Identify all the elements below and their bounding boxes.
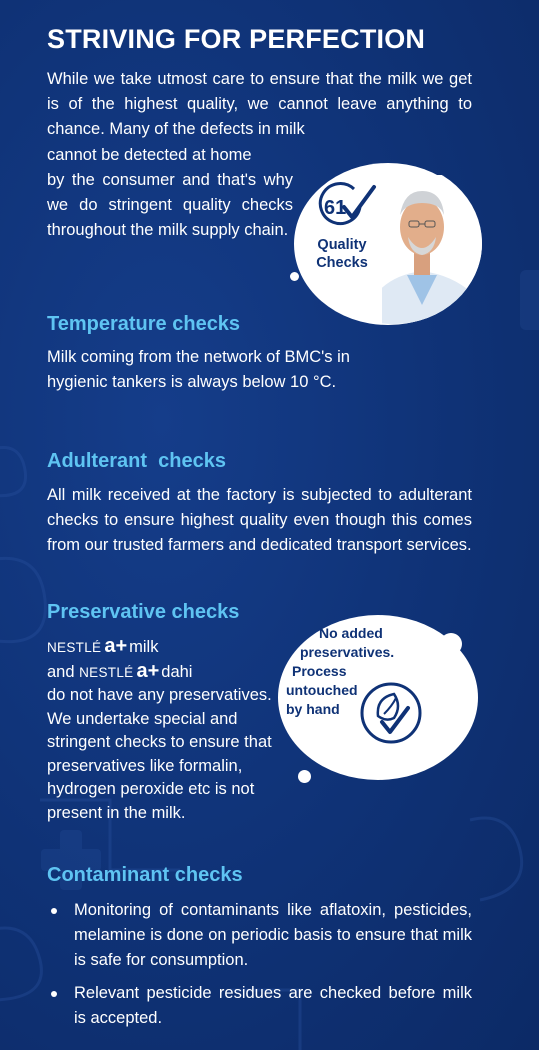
intro-text-3: by the consumer and that's why we do stringent quality checks throughout the milk supply chain. (47, 171, 293, 239)
adulterant-heading: Adulterant checks (47, 450, 226, 472)
brand-line-milk (47, 635, 287, 660)
preservative-heading: Preservative checks (47, 601, 240, 623)
decor-dot (290, 272, 299, 281)
note-line5: by hand (286, 701, 340, 717)
a-plus-logo: a+ (104, 635, 128, 657)
note-line2: preservatives. (300, 644, 395, 660)
scientist-portrait-image (382, 175, 482, 325)
badge-number: 61 (324, 197, 347, 219)
decor-dot (298, 770, 311, 783)
note-line4: untouched (286, 682, 358, 698)
list-item-text: Relevant pesticide residues are checked before milk is accepted. (74, 984, 472, 1027)
intro-text-2: cannot be detected at home (47, 146, 252, 164)
temperature-heading: Temperature checks (47, 313, 241, 335)
note-line3: Process (292, 663, 347, 679)
intro-text-1: While we take utmost care to ensure that the milk we get is of the highest quality, we cannot leave anything to chance. Many of the defects in milk (47, 70, 472, 138)
nestle-brand: NESTLÉ (47, 640, 102, 655)
list-item (47, 981, 472, 1031)
list-item-text: Monitoring of contaminants like aflatoxin, pesticides, melamine is done on periodic basis to ensure that milk is safe for consumption. (74, 901, 472, 969)
contaminant-list (47, 898, 472, 1039)
bullet-icon (51, 908, 57, 914)
brand-line-dahi (47, 660, 287, 685)
preservative-body: do not have any preservatives. We undertake special and stringent checks to ensure that preservatives like formalin, hydrogen peroxide etc is not present in the milk. (47, 686, 272, 822)
a-plus-logo: a+ (136, 659, 160, 682)
quality-label-line2: Checks (316, 255, 368, 271)
temperature-body: Milk coming from the network of BMC's in hygienic tankers is always below 10 °C. (47, 348, 350, 391)
adulterant-body: All milk received at the factory is subjected to adulterant checks to ensure highest quality even though this comes from our trusted farmers and dedicated transport services. (47, 486, 472, 554)
dahi-word: dahi (161, 662, 193, 681)
milk-word: milk (129, 638, 159, 656)
note-line1: No added (319, 625, 383, 641)
badge-61-check-icon (314, 181, 378, 231)
list-item (47, 898, 472, 973)
decor-dot (440, 633, 462, 655)
quality-checks-label (308, 236, 376, 272)
preservative-body-block (47, 635, 287, 825)
nestle-brand: NESTLÉ (79, 664, 134, 680)
leaf-check-icon (358, 680, 424, 746)
bullet-icon (51, 991, 57, 997)
and-word: and (47, 662, 75, 681)
quality-label-line1: Quality (317, 237, 367, 253)
page-title: STRIVING FOR PERFECTION (47, 24, 426, 54)
contaminant-heading: Contaminant checks (47, 864, 243, 886)
